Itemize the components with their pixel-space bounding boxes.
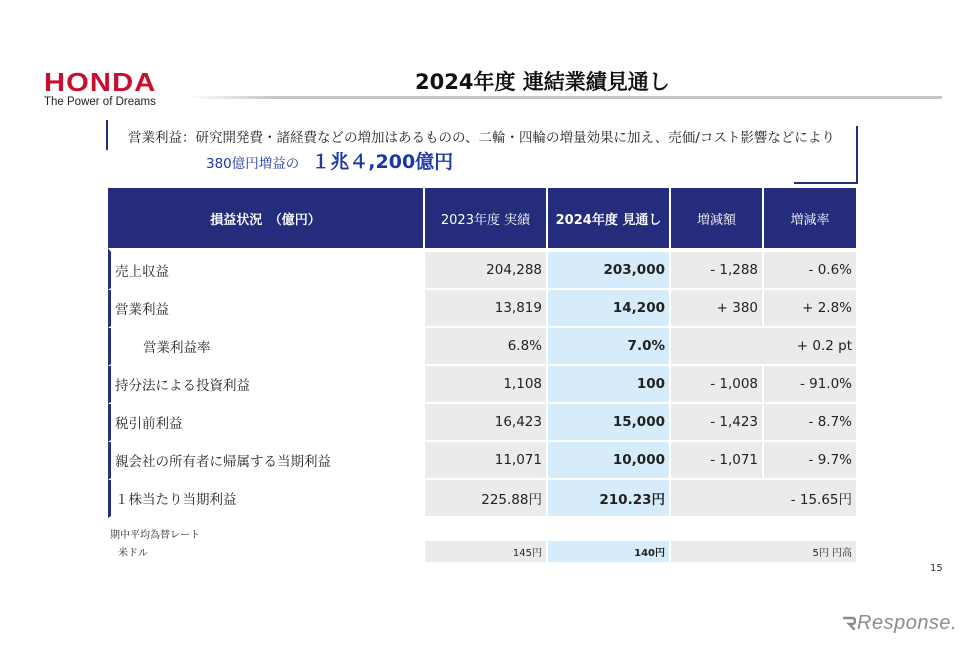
header-rate: 増減率: [764, 188, 858, 248]
table-row: [108, 404, 858, 442]
brand-name: HONDA: [44, 67, 157, 97]
cell-forecast: 210.23円: [548, 480, 671, 518]
cell-forecast: 15,000: [548, 404, 671, 442]
callout-highlight: １兆４,200億円: [311, 151, 454, 173]
cell-prev: 204,288: [425, 248, 548, 290]
cell-prev: 1,108: [425, 366, 548, 404]
cell-prev: 225.88円: [425, 480, 548, 518]
table-row: [108, 328, 858, 366]
fx-row: [108, 541, 858, 562]
cell-change: - 1,008: [671, 366, 764, 404]
cell-prev: 13,819: [425, 290, 548, 328]
callout-prefix: 380億円増益の: [206, 156, 300, 172]
callout-right-bracket: [856, 126, 858, 183]
summary-callout: [106, 120, 858, 184]
cell-forecast: 100: [548, 366, 671, 404]
cell-forecast: 203,000: [548, 248, 671, 290]
row-label: 営業利益: [108, 290, 425, 328]
fx-change: 5円 円高: [671, 541, 858, 562]
row-label: 売上収益: [108, 248, 425, 290]
fx-rate-table: [108, 541, 858, 562]
brand-tagline: The Power of Dreams: [44, 96, 156, 108]
watermark-text: Response.: [857, 612, 958, 634]
response-r-icon: [842, 615, 856, 631]
fx-rate-label: 期中平均為替レート: [110, 530, 200, 541]
table-row: [108, 290, 858, 328]
cell-forecast: 14,200: [548, 290, 671, 328]
cell-rate: - 91.0%: [764, 366, 858, 404]
row-label: 持分法による投資利益: [108, 366, 425, 404]
cell-rate: - 9.7%: [764, 442, 858, 480]
page-number: 15: [930, 563, 943, 574]
cell-change: + 380: [671, 290, 764, 328]
header-forecast: 2024年度 見通し: [548, 188, 671, 248]
cell-prev: 11,071: [425, 442, 548, 480]
row-label: 税引前利益: [108, 404, 425, 442]
fx-currency: 米ドル: [108, 541, 425, 562]
header-change: 増減額: [671, 188, 764, 248]
row-label: １株当たり当期利益: [108, 480, 425, 518]
cell-change: - 1,071: [671, 442, 764, 480]
title-divider: [186, 96, 942, 99]
cell-prev: 6.8%: [425, 328, 548, 366]
cell-prev: 16,423: [425, 404, 548, 442]
header-prev: 2023年度 実績: [425, 188, 548, 248]
cell-forecast: 7.0%: [548, 328, 671, 366]
row-label: 親会社の所有者に帰属する当期利益: [108, 442, 425, 480]
cell-forecast: 10,000: [548, 442, 671, 480]
table-row: [108, 366, 858, 404]
header-item: 損益状況 （億円）: [108, 188, 425, 248]
cell-change-merged: + 0.2 pt: [671, 328, 858, 366]
callout-bottom-bracket: [794, 182, 858, 184]
fx-forecast: 140円: [548, 541, 671, 562]
response-watermark: [842, 612, 957, 635]
callout-line-1: 営業利益：研究開発費・諸経費などの増加はあるものの、二輪・四輪の増量効果に加え、売価/コスト影響などにより: [128, 130, 835, 146]
fx-prev: 145円: [425, 541, 548, 562]
cell-rate: - 8.7%: [764, 404, 858, 442]
table-row: [108, 442, 858, 480]
callout-line-2: [206, 147, 453, 174]
cell-change-merged: - 15.65円: [671, 480, 858, 518]
cell-change: - 1,288: [671, 248, 764, 290]
cell-change: - 1,423: [671, 404, 764, 442]
row-label: 営業利益率: [108, 328, 425, 366]
cell-rate: + 2.8%: [764, 290, 858, 328]
table-row: [108, 248, 858, 290]
table-row: [108, 480, 858, 518]
page-title: 2024年度 連結業績見通し: [415, 70, 670, 94]
table-header-row: [108, 188, 858, 248]
results-table: [108, 188, 858, 518]
honda-logo: [44, 67, 157, 108]
cell-rate: - 0.6%: [764, 248, 858, 290]
callout-left-bracket: [106, 120, 108, 150]
